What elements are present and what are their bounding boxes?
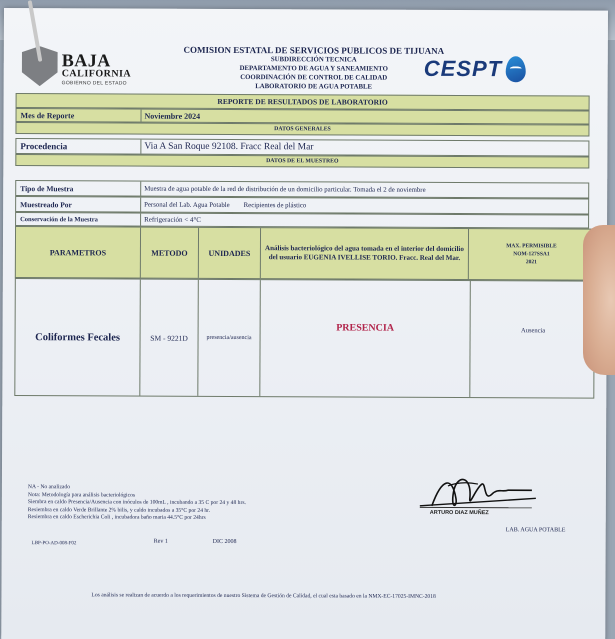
conservation-label: Conservación de la Muestra [20,215,98,223]
agency-line: COORDINACIÓN DE CONTROL DE CALIDAD [240,74,388,82]
month-label: Mes de Reporte [20,110,75,120]
max-cell: Ausencia [469,281,596,398]
max-header-line2: NOM-127SSA1 [513,251,550,258]
logo-gov: GOBIERNO DEL ESTADO [61,80,127,87]
lab-report-sheet [1,8,608,639]
note-line: Nota: Metodología para análisis bacteriológicos [27,491,136,499]
sampled-by-value: Personal del Lab. Agua Potable [144,201,230,209]
logo-sub: CALIFORNIA [61,68,132,80]
param-cell: Coliformes Fecales [35,331,121,344]
revision-date: DIC 2008 [212,538,237,546]
origin-label: Procedencia [20,141,68,152]
signer-name: ARTURO DIAZ MUÑEZ [429,509,489,517]
origin-value: Via A San Roque 92108. Fracc Real del Mar [140,140,590,156]
doc-code: LBP-PO-AD-008-F02 [31,541,77,547]
param-header: PARAMETROS [49,247,107,257]
revision: Rev 1 [153,538,168,545]
cespt-word: CESPT [423,55,503,82]
sample-type-label: Tipo de Muestra [20,183,74,193]
agency-line: SUBDIRECCIÓN TECNICA [270,56,357,64]
note-line: NA - No analizado [27,484,71,491]
container-note: Recipientes de plástico [243,201,307,209]
month-value: Noviembre 2024 [141,110,591,124]
agency-line: LABORATORIO DE AGUA POTABLE [255,83,373,91]
result-cell: PRESENCIA [259,280,470,397]
units-cell: presencia/ausencia [197,280,260,396]
method-cell: SM - 9221D [139,280,198,396]
report-title: REPORTE DE RESULTADOS DE LABORATORIO [16,93,590,111]
analysis-header: Análisis bacteriológico del agua tomada en el interior del domicilio del usuario EUGENIA IVELLISE TORIO. Fracc. Real del Mar. [260,228,468,279]
note-line: Siembra en caldo Presencia/Ausencia con inóculos de 100mL , incubando a 35 C por 24 y 48 hrs. [27,499,246,507]
method-header: METODO [140,228,198,278]
agency-line: DEPARTAMENTO DE AGUA Y SANEAMIENTO [239,65,388,73]
wave-icon [510,66,522,71]
quality-statement: Los análisis se realizan de acuerdo a los requerimientos de nuestro Sistema de Gestión de Calidad, el cual esta basado en la NMX-EC-17025-IMNC-2018 [91,592,436,600]
max-header-line1: MAX. PERMISIBLE [506,243,557,250]
results-header-row [15,226,593,281]
conservation-value: Refrigeración < 4°C [140,214,590,228]
cespt-logo [424,54,534,90]
lab-name: LAB. AGUA POTABLE [505,527,566,534]
sampled-by-cell [140,198,590,214]
note-line: Resiembra en caldo Verde Brillante 2% bilis, y caldo incubados a 35°C por 24 hr. [27,506,211,514]
sampled-by-label: Muestreado Por [20,199,72,209]
agency-name: COMISION ESTATAL DE SERVICIOS PUBLICOS DE TIJUANA [183,44,445,56]
max-header [468,229,594,280]
thumb-holding-paper [583,225,615,375]
sampling-section-title: DATOS DE EL MUESTREO [15,154,589,169]
note-line: Resiembra en caldo Escherichia Coli , incubadora baño maria 44.5°C por 24hrs [27,514,206,522]
units-header: UNIDADES [198,228,260,278]
method-notes [28,484,348,523]
sample-type-value: Muestra de agua potable de la red de distribución de un domicilio particular. Tomada el 2 de noviembre [140,182,590,198]
table-row [14,278,595,399]
logo-word: BAJA [61,50,111,71]
general-section-title: DATOS GENERALES [15,122,589,137]
max-header-line3: 2021 [525,259,537,266]
